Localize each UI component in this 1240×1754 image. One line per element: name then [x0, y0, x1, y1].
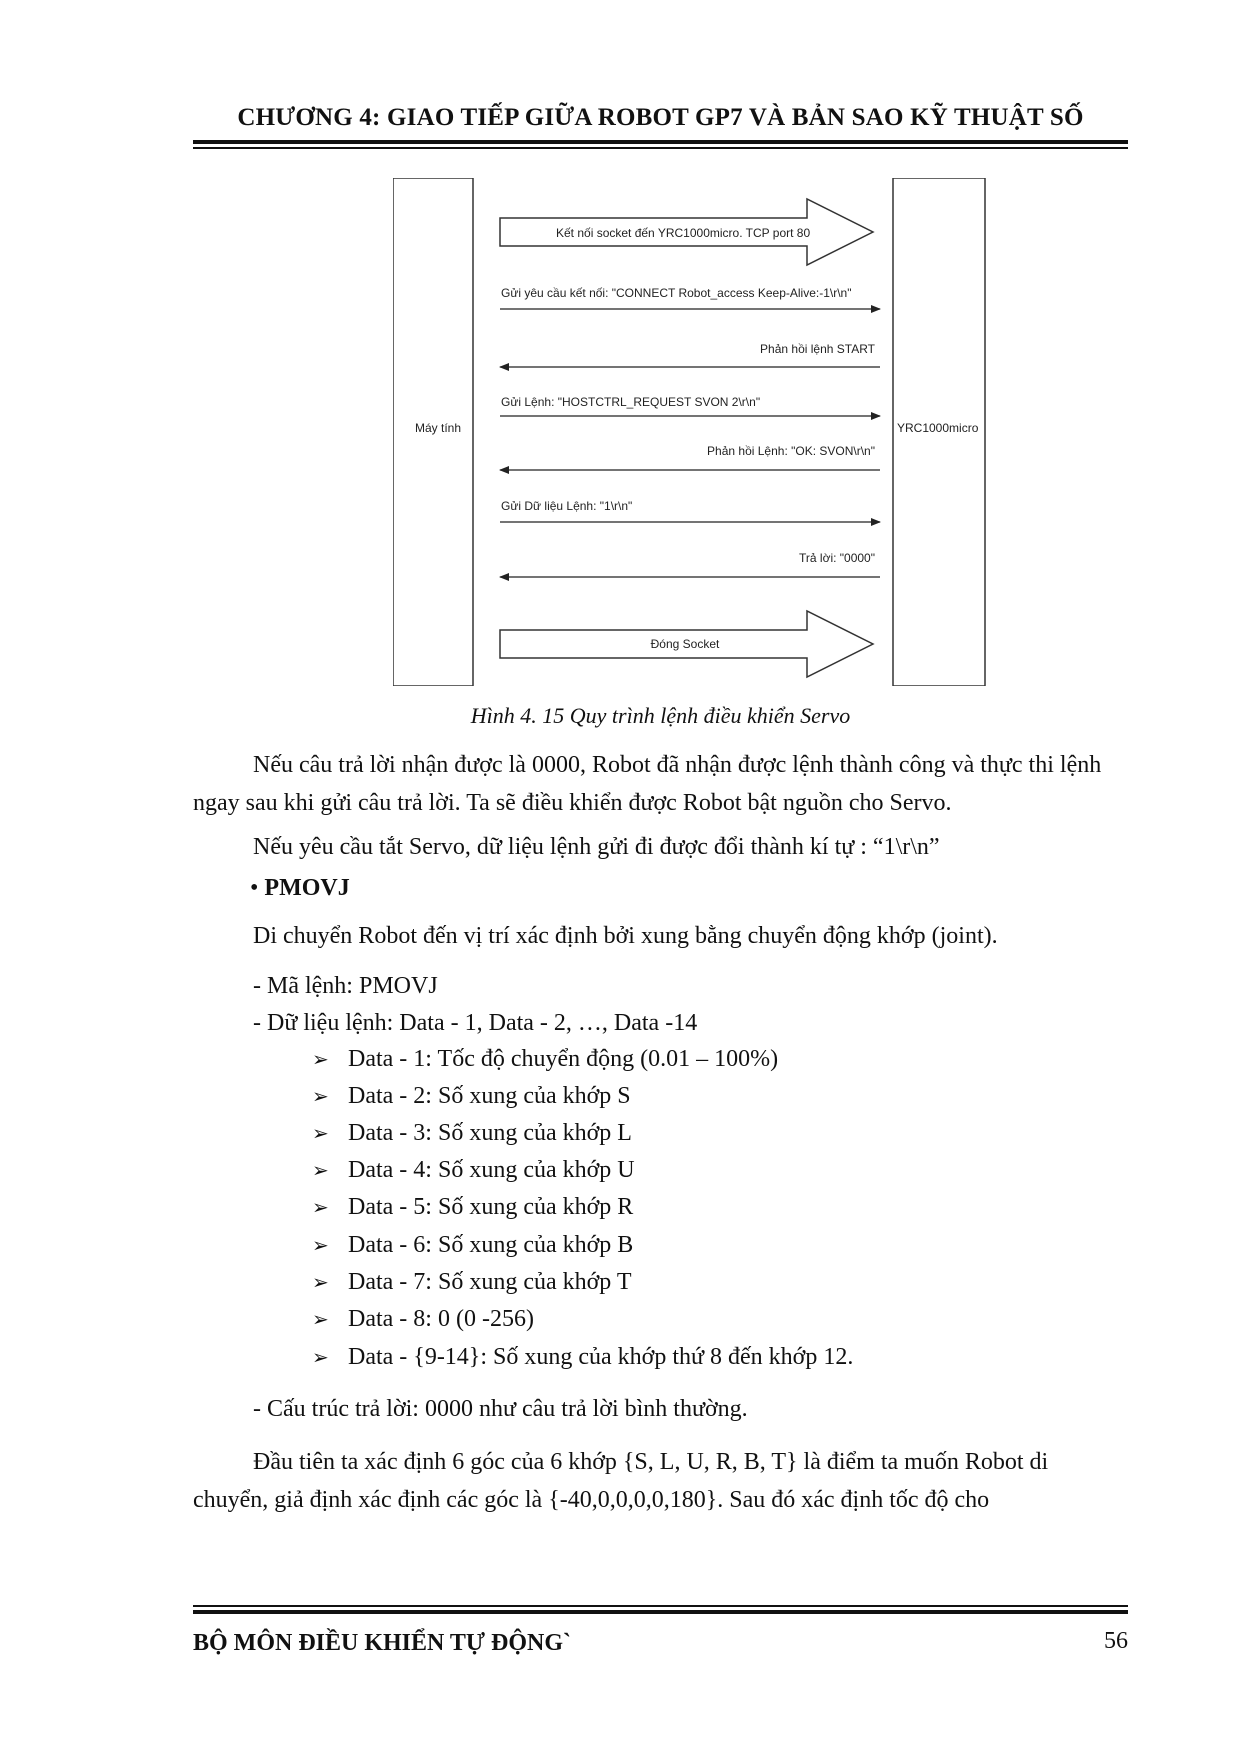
step-command-label: Gửi Lệnh: "HOSTCTRL_REQUEST SVON 2\r\n" — [501, 395, 761, 409]
footer-department: BỘ MÔN ĐIỀU KHIỂN TỰ ĐỘNG` — [193, 1630, 572, 1656]
command-data-line: - Dữ liệu lệnh: Data - 1, Data - 2, …, Data -14 — [253, 1010, 698, 1036]
step-command-reply-label: Phản hồi Lệnh: "OK: SVON\r\n" — [707, 444, 875, 458]
data-item — [312, 1194, 633, 1221]
step-answer-label: Trả lời: "0000" — [799, 551, 875, 565]
section-title: PMOVJ — [264, 875, 350, 901]
servo-sequence-diagram — [393, 178, 993, 686]
data-item — [312, 1306, 534, 1333]
data-item — [312, 1269, 632, 1296]
step-connect-label: Kết nối socket đến YRC1000micro. TCP port 80 — [556, 226, 811, 240]
bullet-dot: • — [250, 875, 259, 901]
data-item-text: Data - 1: Tốc độ chuyển động (0.01 – 100%) — [348, 1046, 779, 1072]
figure-caption: Hình 4. 15 Quy trình lệnh điều khiển Servo — [470, 703, 851, 728]
step-close-label: Đóng Socket — [650, 637, 720, 651]
step-start-reply-label: Phản hồi lệnh START — [760, 342, 875, 356]
data-item-text: Data - 8: 0 (0 -256) — [348, 1306, 534, 1332]
data-item — [312, 1083, 631, 1110]
controller-label: YRC1000micro — [897, 421, 979, 435]
paragraph-angles: Đầu tiên ta xác định 6 góc của 6 khớp {S, L, U, R, B, T} là điểm ta muốn Robot di chuyển, giả định xác định các góc là {-40,0,0,0,0,180}. Sau đó xác định tốc độ cho — [193, 1449, 1049, 1513]
data-item — [312, 1232, 633, 1259]
arrow-bullet-icon: ➢ — [312, 1345, 329, 1369]
footer-rule-thin — [193, 1605, 1128, 1607]
data-item-text: Data - 2: Số xung của khớp S — [348, 1083, 631, 1109]
arrow-bullet-icon: ➢ — [312, 1233, 329, 1257]
paragraph-pmovj-desc: Di chuyển Robot đến vị trí xác định bởi xung bằng chuyển động khớp (joint). — [253, 923, 998, 949]
data-item-text: Data - 6: Số xung của khớp B — [348, 1232, 634, 1258]
section-pmovj — [250, 875, 350, 902]
arrow-bullet-icon: ➢ — [312, 1307, 329, 1331]
data-item-text: Data - 4: Số xung của khớp U — [348, 1157, 635, 1183]
arrow-bullet-icon: ➢ — [312, 1195, 329, 1219]
arrow-bullet-icon: ➢ — [312, 1158, 329, 1182]
command-code-line: - Mã lệnh: PMOVJ — [253, 973, 438, 999]
arrow-bullet-icon: ➢ — [312, 1047, 329, 1071]
reply-structure-line: - Cấu trúc trả lời: 0000 như câu trả lời bình thường. — [253, 1396, 748, 1422]
data-item — [312, 1157, 635, 1184]
header-rule-thin — [193, 147, 1128, 149]
arrow-bullet-icon: ➢ — [312, 1084, 329, 1108]
arrow-bullet-icon: ➢ — [312, 1270, 329, 1294]
header-rule-thick — [193, 140, 1128, 144]
data-item — [312, 1120, 632, 1147]
step-connect-request-label: Gửi yêu cầu kết nối: "CONNECT Robot_access Keep-Alive:-1\r\n" — [501, 286, 852, 300]
pc-label: Máy tính — [415, 421, 462, 435]
data-item — [312, 1344, 853, 1371]
data-item-text: Data - 5: Số xung của khớp R — [348, 1194, 634, 1220]
footer-rule-thick — [193, 1610, 1128, 1614]
data-item — [312, 1046, 778, 1073]
data-item-text: Data - {9-14}: Số xung của khớp thứ 8 đến khớp 12. — [348, 1344, 854, 1370]
page-header-title: CHƯƠNG 4: GIAO TIẾP GIỮA ROBOT GP7 VÀ BẢN SAO KỸ THUẬT SỐ — [237, 104, 1084, 131]
arrow-bullet-icon: ➢ — [312, 1121, 329, 1145]
data-item-text: Data - 7: Số xung của khớp T — [348, 1269, 632, 1295]
step-command-data-label: Gửi Dữ liệu Lệnh: "1\r\n" — [501, 499, 633, 513]
paragraph-servo-off: Nếu yêu cầu tắt Servo, dữ liệu lệnh gửi đi được đổi thành kí tự : “1\r\n” — [253, 834, 940, 860]
data-item-text: Data - 3: Số xung của khớp L — [348, 1120, 632, 1146]
paragraph-success: Nếu câu trả lời nhận được là 0000, Robot đã nhận được lệnh thành công và thực thi lệnh ngay sau khi gửi câu trả lời. Ta sẽ điều khiển được Robot bật nguồn cho Servo. — [193, 752, 1102, 816]
page-number: 56 — [1104, 1628, 1128, 1654]
